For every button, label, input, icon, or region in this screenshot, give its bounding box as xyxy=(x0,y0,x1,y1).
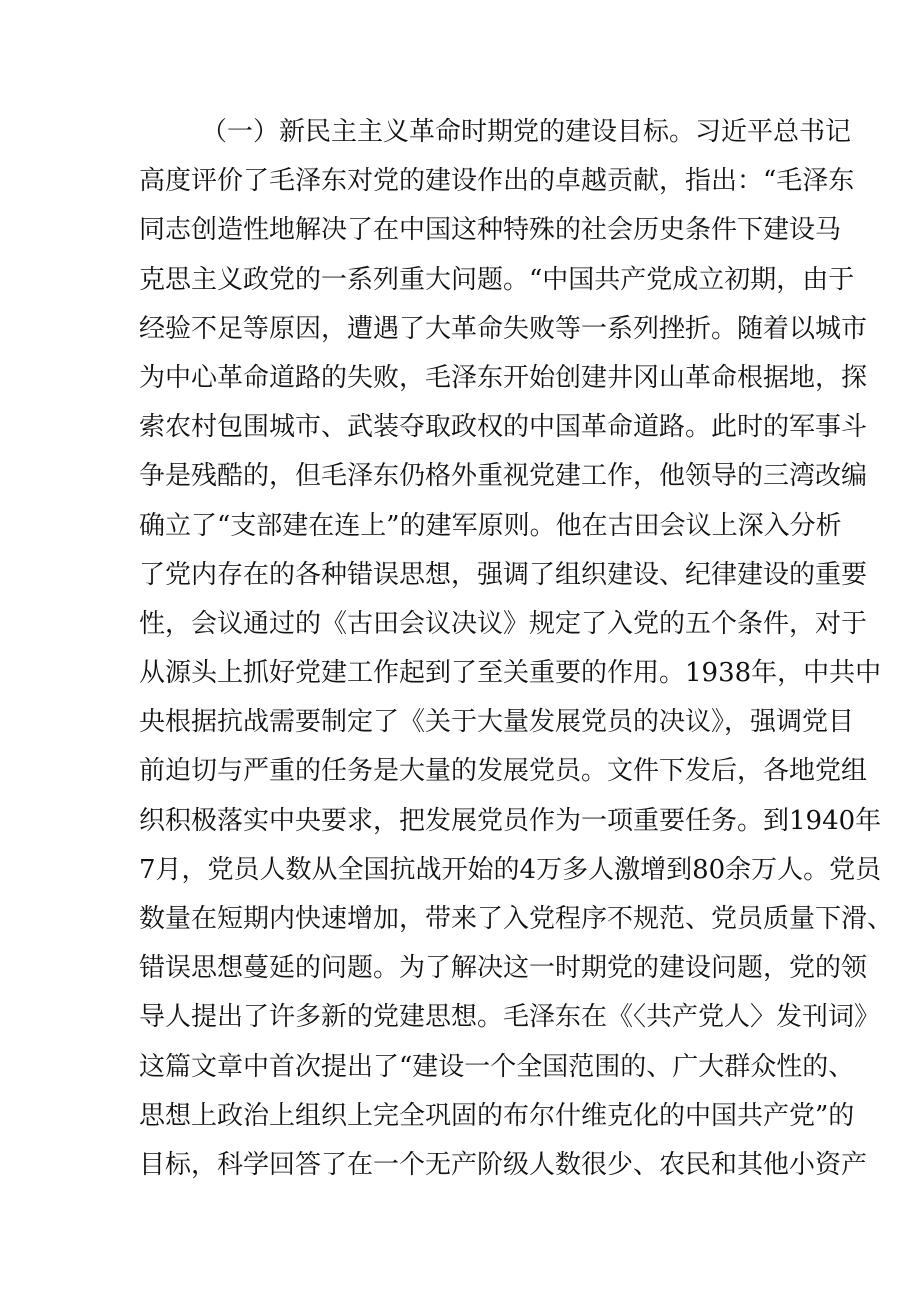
text-line-11: 性，会议通过的《古田会议决议》规定了入党的五个条件，对于 xyxy=(139,608,868,639)
text-line-4: 克思主义政党的一系列重大问题。“中国共产党成立初期，由于 xyxy=(139,264,855,295)
text-line-7: 索农村包围城市、武装夺取政权的中国革命道路。此时的军事斗 xyxy=(139,412,868,443)
text-line-19: 导人提出了许多新的党建思想。毛泽东在《〈共产党人〉发刊词》 xyxy=(139,1002,881,1033)
text-line-10: 了党内存在的各种错误思想，强调了组织建设、纪律建设的重要 xyxy=(139,559,868,590)
text-line-15: 织积极落实中央要求，把发展党员作为一项重要任务。到1940年 xyxy=(139,805,882,836)
text-line-8: 争是残酷的，但毛泽东仍格外重视党建工作，他领导的三湾改编 xyxy=(139,461,868,492)
text-line-20: 这篇文章中首次提出了“建设一个全国范围的、广大群众性的、 xyxy=(139,1051,855,1082)
text-line-22: 目标，科学回答了在一个无产阶级人数很少、农民和其他小资产 xyxy=(139,1149,868,1180)
text-line-21: 思想上政治上组织上完全巩固的布尔什维克化的中国共产党”的 xyxy=(139,1100,855,1131)
text-line-18: 错误思想蔓延的问题。为了解决这一时期党的建设问题，党的领 xyxy=(139,953,868,984)
text-line-6: 为中心革命道路的失败，毛泽东开始创建井冈山革命根据地，探 xyxy=(139,362,868,393)
text-line-3: 同志创造性地解决了在中国这种特殊的社会历史条件下建设马 xyxy=(139,215,842,246)
text-line-9: 确立了“支部建在连上”的建军原则。他在古田会议上深入分析 xyxy=(139,510,842,541)
text-line-14: 前迫切与严重的任务是大量的发展党员。文件下发后，各地党组 xyxy=(139,756,868,787)
text-line-17: 数量在短期内快速增加，带来了入党程序不规范、党员质量下滑、 xyxy=(139,904,894,934)
text-line-5: 经验不足等原因，遭遇了大革命失败等一系列挫折。随着以城市 xyxy=(139,313,868,344)
text-line-1: （一）新民主主义革命时期党的建设目标。习近平总书记 xyxy=(201,117,852,147)
body-paragraph xyxy=(139,108,894,1190)
text-line-12: 从源头上抓好党建工作起到了至关重要的作用。1938年，中共中 xyxy=(139,658,882,689)
text-line-13: 央根据抗战需要制定了《关于大量发展党员的决议》，强调党目 xyxy=(139,707,855,738)
text-line-16: 7月，党员人数从全国抗战开始的4万多人激增到80余万人。党员 xyxy=(139,854,882,885)
text-line-2: 高度评价了毛泽东对党的建设作出的卓越贡献，指出：“毛泽东 xyxy=(139,166,855,197)
